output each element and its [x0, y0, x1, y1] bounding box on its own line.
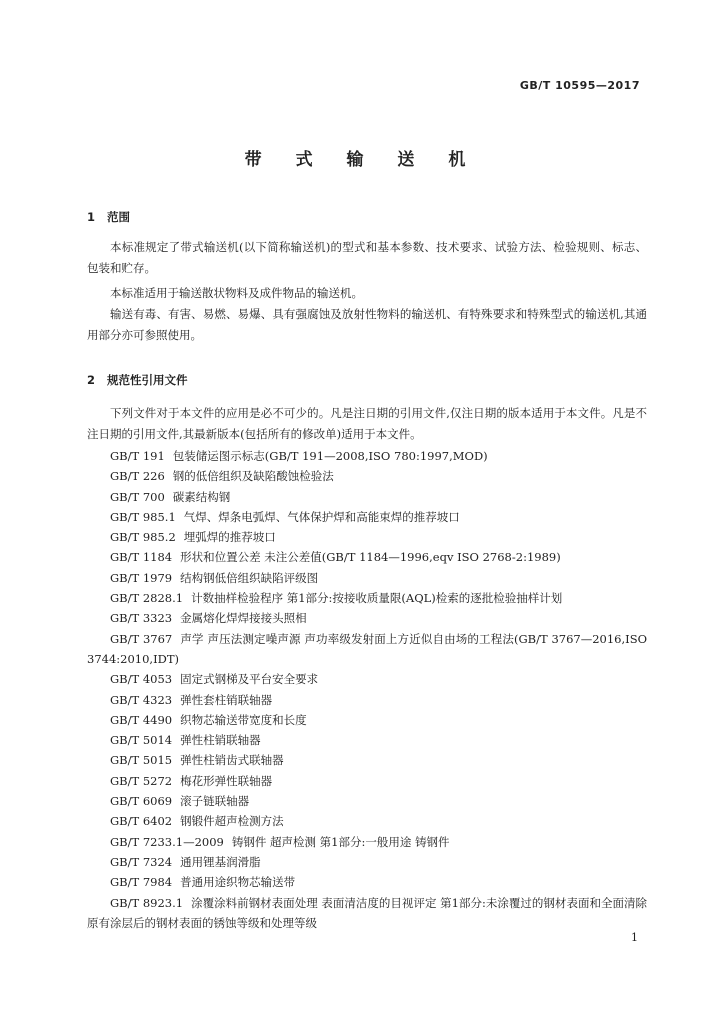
- section-heading-normative-references: [87, 372, 188, 388]
- reference-item: [87, 446, 647, 466]
- reference-code: GB/T 2828.1: [110, 591, 184, 606]
- reference-item: [87, 730, 647, 750]
- reference-title: 结构钢低倍组织缺陷评级图: [180, 570, 319, 585]
- reference-item: [87, 832, 647, 852]
- reference-item: [87, 669, 647, 689]
- reference-title: 弹性柱销齿式联轴器: [180, 753, 284, 768]
- reference-title: 织物芯输送带宽度和长度: [180, 712, 307, 727]
- reference-code: GB/T 4490: [110, 712, 173, 727]
- reference-item: [87, 487, 647, 507]
- section-title: 范围: [107, 210, 130, 224]
- reference-item: [87, 893, 647, 934]
- reference-item: [87, 872, 647, 892]
- reference-code: GB/T 4053: [110, 672, 173, 687]
- reference-item: [87, 507, 647, 527]
- reference-title: 弹性套柱销联轴器: [180, 692, 273, 707]
- reference-title: 通用锂基润滑脂: [180, 854, 261, 869]
- reference-item: [87, 710, 647, 730]
- reference-list: [87, 446, 647, 933]
- reference-title: 滚子链联轴器: [180, 794, 250, 809]
- reference-code: GB/T 700: [110, 489, 165, 504]
- reference-item: [87, 568, 647, 588]
- reference-code: GB/T 5014: [110, 733, 173, 748]
- reference-title: 气焊、焊条电弧焊、气体保护焊和高能束焊的推荐坡口: [183, 509, 460, 524]
- reference-code: GB/T 7324: [110, 854, 173, 869]
- reference-item: [87, 527, 647, 547]
- reference-title: 普通用途织物芯输送带: [180, 875, 296, 890]
- reference-item: [87, 690, 647, 710]
- scope-paragraph: 本标准适用于输送散状物料及成件物品的输送机。: [110, 286, 363, 300]
- reference-code: GB/T 5015: [110, 753, 173, 768]
- reference-item: [87, 750, 647, 770]
- reference-item: [87, 811, 647, 831]
- reference-item: [87, 588, 647, 608]
- reference-code: GB/T 1184: [110, 550, 173, 565]
- reference-item: [87, 466, 647, 486]
- section-title: 规范性引用文件: [107, 373, 188, 387]
- reference-title: 钢的低倍组织及缺陷酸蚀检验法: [172, 469, 334, 484]
- scope-paragraph: 输送有毒、有害、易燃、易爆、具有强腐蚀及放射性物料的输送机、有特殊要求和特殊型式的输送机,其通用部分亦可参照使用。: [87, 307, 647, 342]
- reference-code: GB/T 4323: [110, 692, 173, 707]
- reference-code: GB/T 3767: [110, 631, 173, 646]
- page-number: 1: [631, 931, 638, 944]
- reference-title: 梅花形弹性联轴器: [180, 773, 273, 788]
- standard-code: GB/T 10595—2017: [519, 79, 640, 92]
- section-number: 2: [87, 373, 96, 387]
- section-heading-scope: [87, 209, 130, 225]
- reference-code: GB/T 226: [110, 469, 165, 484]
- reference-title: 铸钢件 超声检测 第1部分:一般用途 铸钢件: [231, 834, 450, 849]
- reference-code: GB/T 1979: [110, 570, 173, 585]
- reference-title: 形状和位置公差 未注公差值(GB/T 1184—1996,eqv ISO 2768-2:1989): [180, 550, 561, 565]
- reference-code: GB/T 191: [110, 449, 165, 463]
- reference-title: 弹性柱销联轴器: [180, 733, 261, 748]
- reference-code: GB/T 6402: [110, 814, 173, 829]
- reference-code: GB/T 8923.1: [110, 895, 184, 910]
- reference-code: GB/T 3323: [110, 611, 173, 626]
- reference-title: 计数抽样检验程序 第1部分:按接收质量限(AQL)检索的逐批检验抽样计划: [191, 591, 563, 606]
- reference-code: GB/T 985.2: [110, 530, 176, 545]
- reference-item: [87, 771, 647, 791]
- reference-title: 金属熔化焊焊接接头照相: [180, 611, 307, 626]
- section-number: 1: [87, 210, 96, 224]
- reference-code: GB/T 7984: [110, 875, 173, 890]
- reference-item: [87, 852, 647, 872]
- scope-paragraph: 本标准规定了带式输送机(以下简称输送机)的型式和基本参数、技术要求、试验方法、检验规则、标志、包装和贮存。: [87, 240, 647, 275]
- page-title: 带 式 输 送 机: [244, 150, 480, 170]
- reference-code: GB/T 5272: [110, 773, 173, 788]
- reference-code: GB/T 6069: [110, 794, 173, 809]
- reference-title: 声学 声压法测定噪声源 声功率级发射面上方近似自由场的工程法(GB/T 3767—2016,ISO 3744:2010,IDT): [87, 631, 647, 666]
- reference-code: GB/T 985.1: [110, 509, 176, 524]
- reference-item: [87, 547, 647, 567]
- reference-title: 埋弧焊的推荐坡口: [183, 530, 276, 545]
- reference-title: 碳素结构钢: [172, 489, 231, 504]
- reference-title: 包装储运图示标志(GB/T 191—2008,ISO 780:1997,MOD): [172, 449, 488, 463]
- reference-item: [87, 629, 647, 670]
- reference-title: 钢锻件超声检测方法: [180, 814, 284, 829]
- references-intro: 下列文件对于本文件的应用是必不可少的。凡是注日期的引用文件,仅注日期的版本适用于本文件。凡是不注日期的引用文件,其最新版本(包括所有的修改单)适用于本文件。: [87, 406, 647, 441]
- reference-title: 涂覆涂料前钢材表面处理 表面清洁度的目视评定 第1部分:未涂覆过的钢材表面和全面清除原有涂层后的钢材表面的锈蚀等级和处理等级: [87, 895, 647, 930]
- reference-code: GB/T 7233.1—2009: [110, 834, 224, 849]
- reference-item: [87, 608, 647, 628]
- reference-item: [87, 791, 647, 811]
- reference-title: 固定式钢梯及平台安全要求: [180, 672, 319, 687]
